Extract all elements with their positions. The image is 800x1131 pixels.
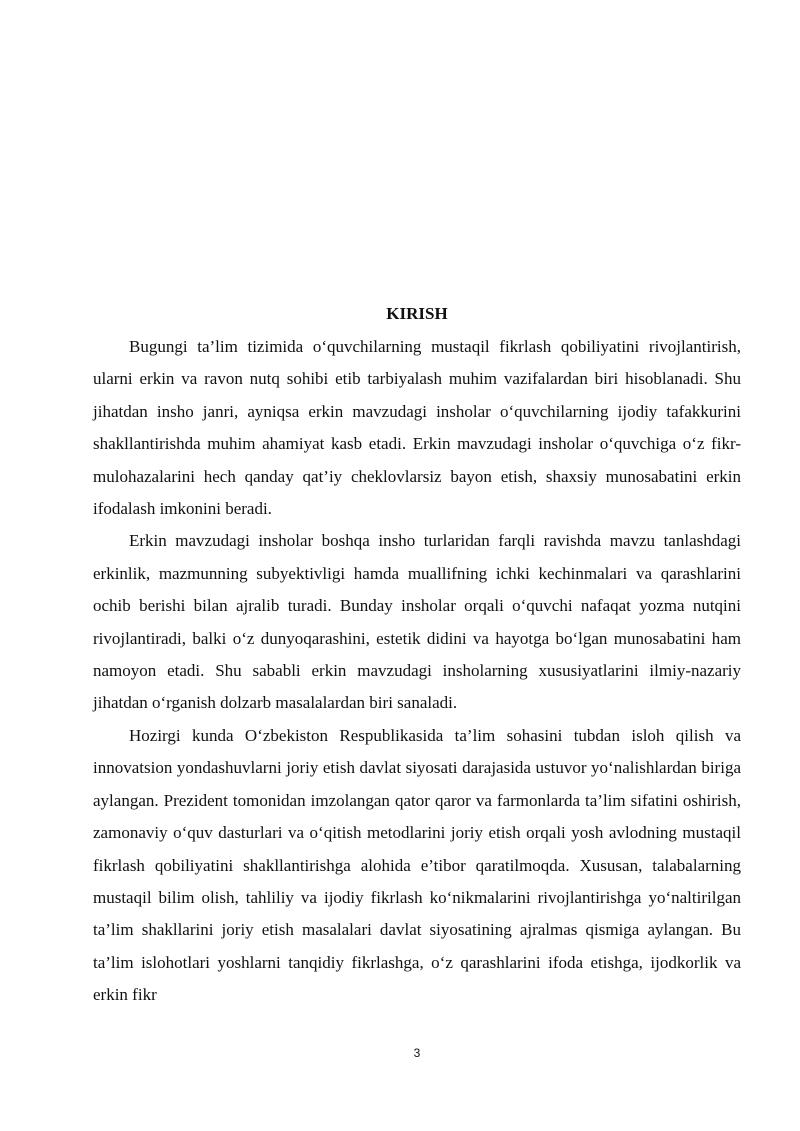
page-number: 3 xyxy=(413,1046,421,1060)
paragraph: Erkin mavzudagi insholar boshqa insho turlaridan farqli ravishda mavzu tanlashdagi erkinlik, mazmunning subyektivligi hamda muallifning ichki kechinmalari va qarashlarini ochib berishi bilan ajralib turadi. Bunday insholar orqali o‘quvchi nafaqat yozma nutqini rivojlantiradi, balki o‘z dunyoqarashini, estetik didini va hayotga bo‘lgan munosabatini ham namoyon etadi. Shu sababli erkin mavzudagi insholarning xususiyatlarini ilmiy-nazariy jihatdan o‘rganish dolzarb masalalardan biri sanaladi. xyxy=(93,531,741,713)
document-body xyxy=(93,331,741,1012)
paragraph: Hozirgi kunda O‘zbekiston Respublikasida ta’lim sohasini tubdan isloh qilish va innovatsion yondashuvlarni joriy etish davlat siyosati darajasida ustuvor yo‘nalishlardan biriga aylangan. Prezident tomonidan imzolangan qator qaror va farmonlarda ta’lim sifatini oshirish, zamonaviy o‘quv dasturlari va o‘qitish metodlarini joriy etish orqali yosh avlodning mustaqil fikrlash qobiliyatini shakllantirishga alohida e’tibor qaratilmoqda. Xususan, talabalarning mustaqil bilim olish, tahliliy va ijodiy fikrlash ko‘nikmalarini rivojlantirishga yo‘naltirilgan ta’lim shakllarini joriy etish masalalari davlat siyosatining ajralmas qismiga aylangan. Bu ta’lim islohotlari yoshlarni tanqidiy fikrlashga, o‘z qarashlarini ifoda etishga, ijodkorlik va erkin fikr xyxy=(93,725,741,1005)
page-title: KIRISH xyxy=(386,304,448,323)
paragraph: Bugungi ta’lim tizimida o‘quvchilarning mustaqil fikrlash qobiliyatini rivojlantirish, ularni erkin va ravon nutq sohibi etib tarbiyalash muhim vazifalardan biri hisoblanadi. Shu jihatdan insho janri, ayniqsa erkin mavzudagi insholar o‘quvchilarning ijodiy tafakkurini shakllantirishda muhim ahamiyat kasb etadi. Erkin mavzudagi insholar o‘quvchiga o‘z fikr-mulohazalarini hech qanday qat’iy cheklovlarsiz bayon etish, shaxsiy munosabatini erkin ifodalash imkonini beradi. xyxy=(93,337,741,519)
